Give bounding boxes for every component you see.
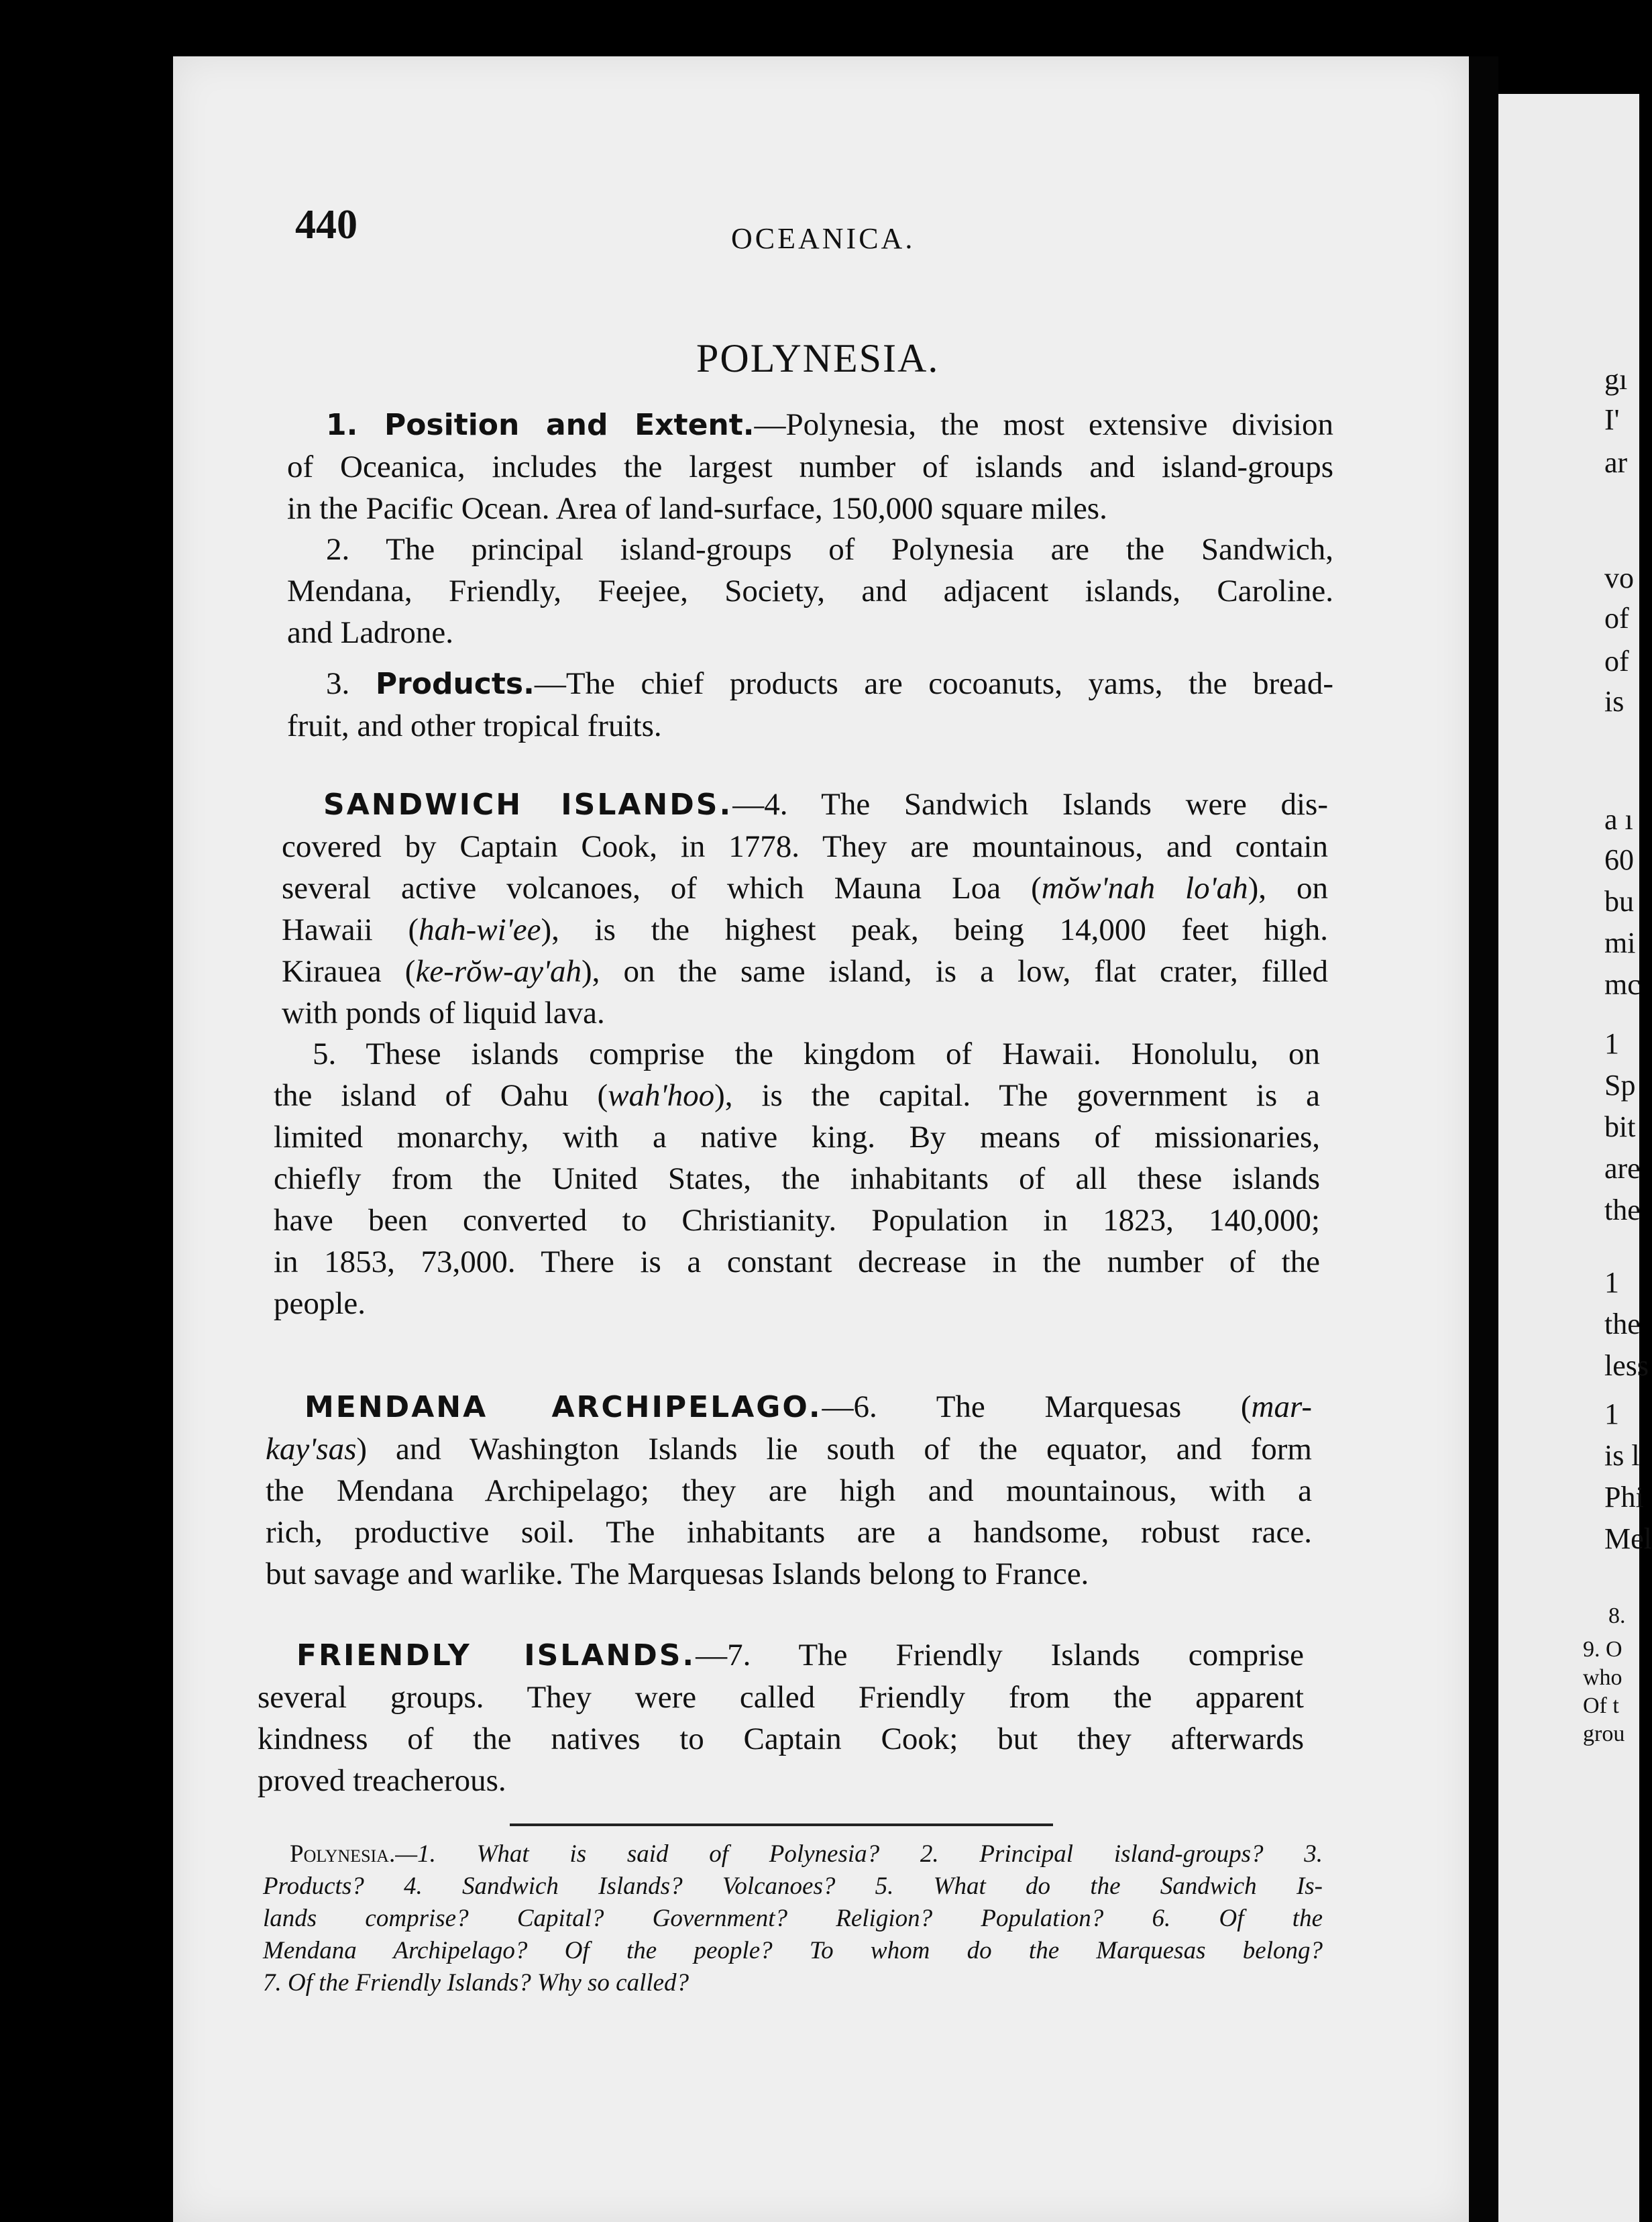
right-fragment: Sp bbox=[1604, 1069, 1636, 1102]
right-fragment: mi bbox=[1604, 927, 1636, 959]
review-questions: Polynesia.—1. What is said of Polynesia? 2. Principal island-groups? 3. Products? 4. Sandwich Islands? Volcanoes? 5. What do the Sandwich Is- lands comprise? Capital? Government? Religion? Population? 6. Of the Mendana Archipelago? Of the people? To whom do the Marquesas belong? 7. Of the Friendly Islands? Why so called? bbox=[263, 1840, 1323, 1997]
right-fragment-small: 8. bbox=[1608, 1603, 1626, 1628]
right-fragment: the bbox=[1604, 1194, 1641, 1226]
right-fragment: the bbox=[1604, 1308, 1641, 1340]
paragraph-island-groups: 2. The principal island-groups of Polynesia are the Sandwich, Mendana, Friendly, Feejee, Society, and adjacent islands, Caroline. and Ladrone. bbox=[287, 532, 1333, 650]
right-fragment: 1 bbox=[1604, 1027, 1619, 1060]
paragraph-products: 3. Products.—The chief products are cocoanuts, yams, the bread- fruit, and other tropical fruits. bbox=[287, 666, 1334, 743]
right-fragment: 60 bbox=[1604, 843, 1634, 876]
right-fragment: mc bbox=[1604, 968, 1641, 1001]
right-fragment: less bbox=[1604, 1349, 1649, 1382]
right-fragment: are bbox=[1604, 1152, 1641, 1185]
right-fragment: bu bbox=[1604, 885, 1634, 918]
right-fragment: ar bbox=[1604, 446, 1628, 479]
paragraph-sandwich-islands: SANDWICH ISLANDS.—4. The Sandwich Islands were dis- covered by Captain Cook, in 1778. They are mountainous, and contain several active volcanoes, of which Mauna Loa (mŏw'nah lo'ah), on Hawaii (hah-wi'ee), is the highest peak, being 14,000 feet high. Kirauea (ke-rŏw-ay'ah), on the same island, is a low, flat crater, filled with ponds of liquid lava. bbox=[282, 787, 1328, 1030]
right-fragment: vo bbox=[1604, 562, 1634, 594]
right-fragment: I' bbox=[1604, 403, 1620, 436]
right-fragment: 1 bbox=[1604, 1266, 1619, 1299]
paragraph-hawaii-kingdom: 5. These islands comprise the kingdom of Hawaii. Honolulu, on the island of Oahu (wah'hoo), is the capital. The government is a limited monarchy, with a native king. By means of missionaries, chiefly from the United States, the inhabitants of all these islands have been converted to Christianity. Population in 1823, 140,000; in 1853, 73,000. There is a constant decrease in the number of the people. bbox=[274, 1037, 1320, 1321]
right-fragment: a ı bbox=[1604, 803, 1633, 836]
page-title: POLYNESIA. bbox=[696, 336, 940, 380]
position-extent-lead: 1. Position and Extent. bbox=[326, 408, 755, 442]
sandwich-islands-heading: SANDWICH ISLANDS. bbox=[323, 788, 733, 822]
page-number: 440 bbox=[295, 202, 357, 248]
right-fragment: gı bbox=[1604, 363, 1628, 396]
products-lead: Products. bbox=[375, 667, 535, 701]
paragraph-position-extent: 1. Position and Extent.—Polynesia, the most extensive division of Oceanica, includes the largest number of islands and island-groups in the Pacific Ocean. Area of land-surface, 150,000 square miles. bbox=[287, 407, 1333, 526]
right-fragment: of bbox=[1604, 602, 1629, 635]
right-fragment-small: grou bbox=[1583, 1722, 1625, 1746]
right-fragment: of bbox=[1604, 645, 1629, 678]
questions-label: Polynesia. bbox=[290, 1840, 396, 1868]
right-fragment-small: who bbox=[1583, 1665, 1622, 1690]
right-fragment: is l bbox=[1604, 1439, 1640, 1472]
mendana-heading: MENDANA ARCHIPELAGO. bbox=[305, 1390, 822, 1424]
paragraph-mendana-archipelago: MENDANA ARCHIPELAGO.—6. The Marquesas (mar- kay'sas) and Washington Islands lie south of the equator, and form the Mendana Archipelago; they are high and mountainous, with a rich, productive soil. The inhabitants are a handsome, robust race. but savage and warlike. The Marquesas Islands belong to France. bbox=[266, 1389, 1312, 1591]
right-fragment-small: 9. O bbox=[1583, 1637, 1622, 1662]
footnote-rule bbox=[510, 1823, 1053, 1826]
right-fragment: 1 bbox=[1604, 1397, 1619, 1430]
right-fragment-small: Of t bbox=[1583, 1693, 1619, 1718]
right-fragment: bit bbox=[1604, 1110, 1636, 1143]
running-head: OCEANICA. bbox=[731, 222, 916, 255]
right-fragment: Phi bbox=[1604, 1481, 1644, 1514]
book-gutter bbox=[1469, 56, 1498, 2222]
right-fragment: Mel bbox=[1604, 1522, 1652, 1555]
friendly-islands-heading: FRIENDLY ISLANDS. bbox=[296, 1638, 696, 1673]
paragraph-friendly-islands: FRIENDLY ISLANDS.—7. The Friendly Islands comprise several groups. They were called Friendly from the apparent kindness of the natives to Captain Cook; but they afterwards proved treacherous. bbox=[258, 1638, 1305, 1798]
right-fragment: is bbox=[1604, 685, 1625, 718]
